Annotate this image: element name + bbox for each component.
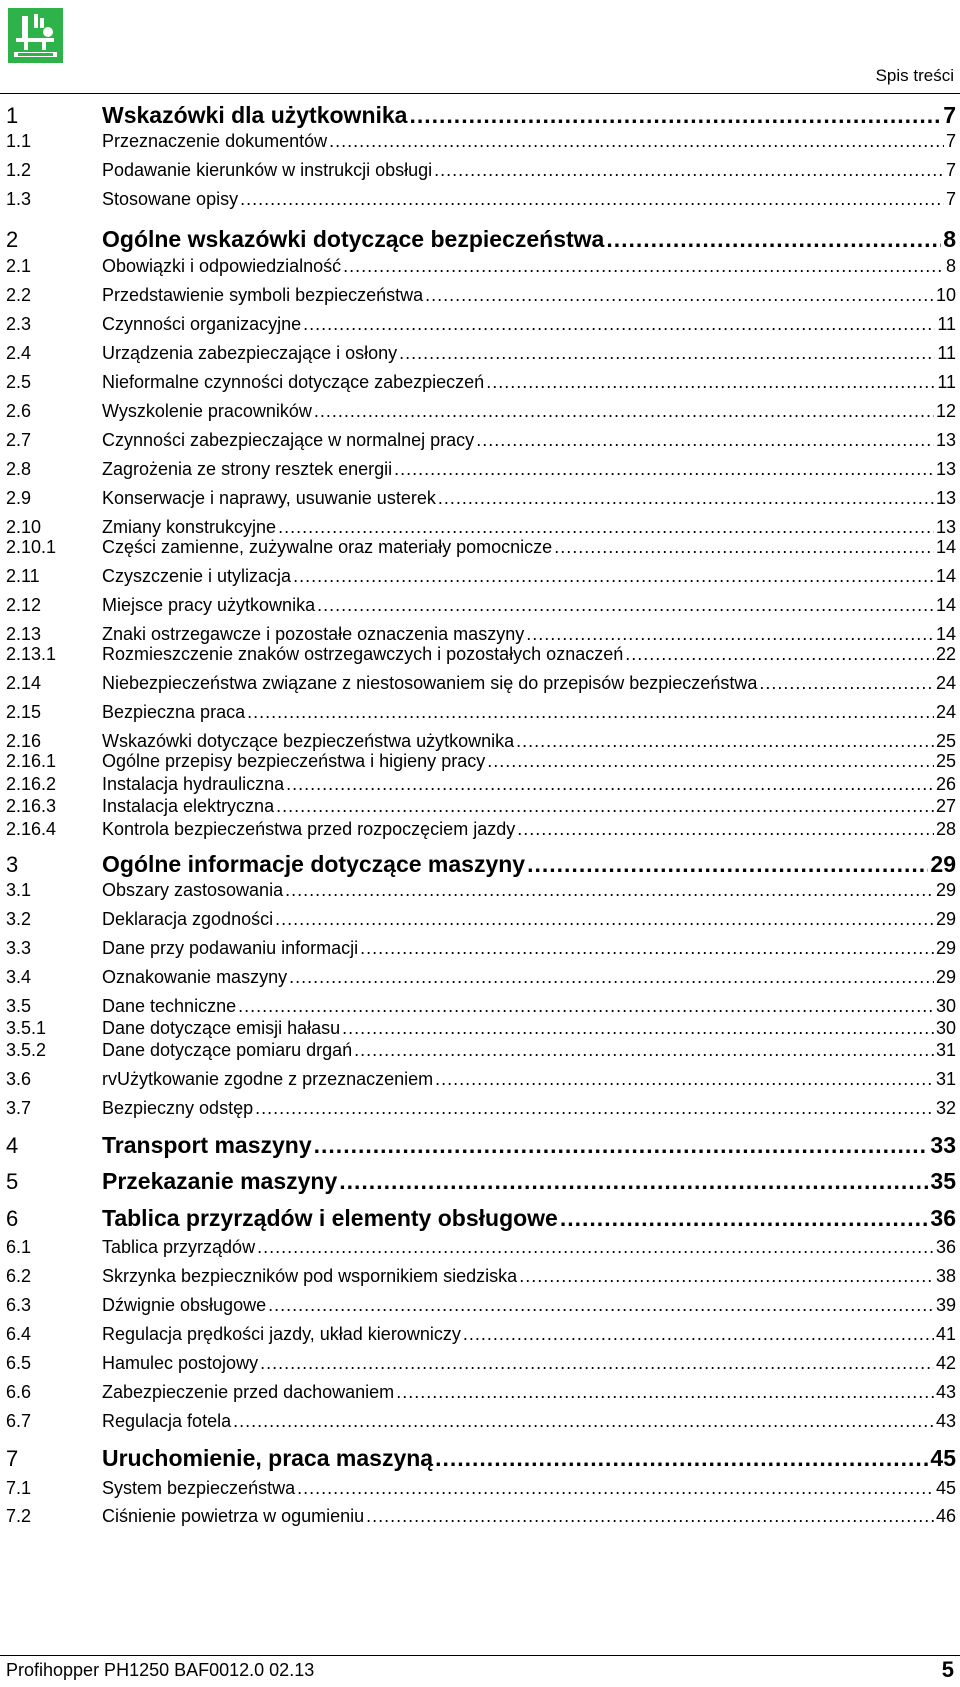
toc-entry-number: 5 (6, 1169, 19, 1194)
toc-dot-leader (268, 1295, 934, 1316)
toc-entry-page: 24 (935, 702, 956, 722)
toc-entry-page: 14 (935, 624, 956, 644)
toc-entry-page: 13 (935, 430, 956, 450)
toc-entry-number: 2.1 (6, 256, 32, 276)
toc-entry-title: Wskazówki dotyczące bezpieczeństwa użytkownika (102, 731, 515, 751)
toc-entry-page: 11 (937, 372, 956, 392)
toc-entry-page: 8 (943, 226, 956, 252)
toc-entry-title: Instalacja hydrauliczna (102, 774, 285, 794)
toc-entry-title: Rozmieszczenie znaków ostrzegawczych i pozostałych oznaczeń (102, 644, 624, 664)
toc-section-entry[interactable] (6, 819, 956, 840)
toc-entry-title: Czynności zabezpieczające w normalnej pracy (102, 430, 475, 450)
toc-entry-page: 28 (935, 819, 956, 839)
toc-entry-page: 7 (945, 189, 956, 209)
toc-dot-leader (519, 1266, 934, 1287)
toc-entry-title: Regulacja fotela (102, 1411, 232, 1431)
toc-section-entry[interactable] (6, 673, 956, 694)
toc-dot-leader (399, 343, 935, 364)
toc-entry-title: Znaki ostrzegawcze i pozostałe oznaczenia maszyny (102, 624, 525, 644)
toc-entry-page: 25 (935, 751, 956, 771)
toc-chapter-entry[interactable] (6, 1168, 956, 1195)
toc-dot-leader (257, 1237, 934, 1258)
toc-chapter-entry[interactable] (6, 851, 956, 878)
toc-entry-number: 1.3 (6, 189, 32, 209)
toc-entry-title: Dźwignie obsługowe (102, 1295, 267, 1315)
toc-entry-number: 1.2 (6, 160, 32, 180)
toc-entry-page: 10 (935, 285, 956, 305)
toc-entry-number: 3.1 (6, 880, 32, 900)
toc-entry-page: 46 (935, 1506, 956, 1526)
toc-section-entry[interactable] (6, 1295, 956, 1316)
toc-entry-title: Dane przy podawaniu informacji (102, 938, 359, 958)
toc-entry-title: Ogólne przepisy bezpieczeństwa i higieny pracy (102, 751, 486, 771)
toc-entry-title: Kontrola bezpieczeństwa przed rozpoczęciem jazdy (102, 819, 516, 839)
toc-dot-leader (297, 1478, 934, 1499)
toc-entry-page: 29 (935, 880, 956, 900)
toc-entry-page: 41 (935, 1324, 956, 1344)
toc-entry-page: 13 (935, 488, 956, 508)
toc-section-entry[interactable] (6, 343, 956, 364)
toc-section-entry[interactable] (6, 624, 956, 645)
toc-entry-title: rvUżytkowanie zgodne z przeznaczeniem (102, 1069, 434, 1089)
toc-entry-page: 29 (935, 967, 956, 987)
toc-entry-page: 32 (935, 1098, 956, 1118)
toc-entry-number: 6.5 (6, 1353, 32, 1373)
toc-entry-title: Miejsce pracy użytkownika (102, 595, 316, 615)
toc-entry-number: 2.10.1 (6, 537, 57, 557)
toc-dot-leader (293, 566, 934, 587)
toc-dot-leader (260, 1353, 934, 1374)
toc-entry-title: Ogólne wskazówki dotyczące bezpieczeństwa (102, 226, 605, 252)
toc-dot-leader (289, 967, 934, 988)
toc-section-entry[interactable] (6, 702, 956, 723)
toc-section-entry[interactable] (6, 1382, 956, 1403)
toc-entry-page: 45 (935, 1478, 956, 1498)
toc-entry-title: Deklaracja zgodności (102, 909, 274, 929)
toc-section-entry[interactable] (6, 131, 956, 152)
toc-dot-leader (240, 189, 944, 210)
toc-dot-leader (463, 1324, 934, 1345)
toc-dot-leader (276, 796, 934, 817)
toc-section-entry[interactable] (6, 1098, 956, 1119)
toc-entry-title: Dane dotyczące emisji hałasu (102, 1018, 341, 1038)
toc-dot-leader (435, 1445, 928, 1472)
toc-entry-page: 45 (930, 1445, 956, 1471)
toc-entry-number: 2.5 (6, 372, 32, 392)
toc-dot-leader (285, 880, 934, 901)
toc-entry-number: 2.14 (6, 673, 42, 693)
toc-section-entry[interactable] (6, 595, 956, 616)
toc-entry-title: Uruchomienie, praca maszyną (102, 1445, 434, 1471)
toc-dot-leader (434, 160, 944, 181)
toc-section-entry[interactable] (6, 256, 956, 277)
toc-dot-leader (394, 459, 934, 480)
toc-entry-number: 3.2 (6, 909, 32, 929)
toc-dot-leader (303, 314, 935, 335)
toc-entry-page: 8 (945, 256, 956, 276)
toc-section-entry[interactable] (6, 160, 956, 181)
toc-dot-leader (354, 1040, 934, 1061)
toc-entry-number: 2.16.1 (6, 751, 57, 771)
toc-entry-number: 7.2 (6, 1506, 32, 1526)
toc-entry-title: Bezpieczny odstęp (102, 1098, 254, 1118)
toc-section-entry[interactable] (6, 996, 956, 1017)
toc-section-entry[interactable] (6, 644, 956, 665)
toc-entry-number: 2.13 (6, 624, 42, 644)
toc-entry-title: Dane dotyczące pomiaru drgań (102, 1040, 353, 1060)
toc-entry-number: 2.8 (6, 459, 32, 479)
footer-doc-info: Profihopper PH1250 BAF0012.0 02.13 (6, 1660, 315, 1680)
toc-entry-page: 27 (935, 796, 956, 816)
toc-section-entry[interactable] (6, 1040, 956, 1061)
toc-entry-page: 30 (935, 996, 956, 1016)
toc-entry-title: Przedstawienie symboli bezpieczeństwa (102, 285, 424, 305)
toc-entry-number: 6.7 (6, 1411, 32, 1431)
toc-dot-leader (339, 1168, 928, 1195)
toc-entry-title: Przekazanie maszyny (102, 1168, 338, 1194)
toc-section-entry[interactable] (6, 909, 956, 930)
toc-entry-number: 2.11 (6, 566, 40, 586)
toc-entry-page: 22 (935, 644, 956, 664)
toc-entry-number: 2.16 (6, 731, 42, 751)
footer-page-number: 5 (941, 1657, 954, 1682)
toc-dot-leader (360, 938, 934, 959)
toc-entry-title: Bezpieczna praca (102, 702, 246, 722)
toc-dot-leader (554, 537, 934, 558)
toc-entry-page: 35 (930, 1168, 956, 1194)
toc-entry-number: 2.13.1 (6, 644, 57, 664)
toc-dot-leader (396, 1382, 934, 1403)
toc-dot-leader (759, 673, 934, 694)
toc-entry-title: Przeznaczenie dokumentów (102, 131, 328, 151)
toc-dot-leader (476, 430, 934, 451)
toc-entry-page: 30 (935, 1018, 956, 1038)
toc-entry-number: 6.6 (6, 1382, 32, 1402)
toc-dot-leader (425, 285, 934, 306)
toc-dot-leader (314, 401, 934, 422)
toc-dot-leader (317, 595, 934, 616)
toc-entry-number: 3.7 (6, 1098, 32, 1118)
toc-dot-leader (606, 226, 941, 253)
toc-dot-leader (247, 702, 934, 723)
toc-entry-title: Oznakowanie maszyny (102, 967, 288, 987)
toc-section-entry[interactable] (6, 1353, 956, 1374)
toc-chapter-entry[interactable] (6, 1445, 956, 1472)
toc-entry-title: Nieformalne czynności dotyczące zabezpieczeń (102, 372, 485, 392)
toc-entry-title: Hamulec postojowy (102, 1353, 259, 1373)
section-label: Spis treści (875, 66, 954, 85)
toc-entry-number: 7 (6, 1446, 19, 1471)
toc-entry-page: 11 (937, 314, 956, 334)
toc-entry-page: 36 (935, 1237, 956, 1257)
toc-entry-page: 33 (930, 1132, 956, 1158)
toc-section-entry[interactable] (6, 401, 956, 422)
toc-entry-title: Części zamienne, zużywalne oraz materiały pomocnicze (102, 537, 553, 557)
toc-dot-leader (329, 131, 944, 152)
toc-dot-leader (409, 102, 941, 129)
toc-entry-number: 6 (6, 1206, 19, 1231)
toc-entry-title: Wskazówki dla użytkownika (102, 102, 408, 128)
toc-section-entry[interactable] (6, 1411, 956, 1432)
toc-chapter-entry[interactable] (6, 1205, 956, 1232)
toc-entry-number: 2.9 (6, 488, 32, 508)
toc-entry-title: Transport maszyny (102, 1132, 312, 1158)
toc-entry-number: 6.2 (6, 1266, 32, 1286)
toc-section-entry[interactable] (6, 731, 956, 752)
toc-entry-title: Dane techniczne (102, 996, 237, 1016)
footer-divider (0, 1655, 960, 1656)
toc-entry-title: Regulacja prędkości jazdy, układ kierowniczy (102, 1324, 461, 1344)
toc-entry-page: 36 (930, 1205, 956, 1231)
toc-entry-title: Zmiany konstrukcyjne (102, 517, 277, 537)
toc-section-entry[interactable] (6, 1324, 956, 1345)
amazone-logo-icon (8, 8, 63, 63)
toc-entry-number: 2.15 (6, 702, 42, 722)
toc-entry-title: Urządzenia zabezpieczające i osłony (102, 343, 398, 363)
toc-section-entry[interactable] (6, 1069, 956, 1090)
toc-entry-page: 39 (935, 1295, 956, 1315)
toc-section-entry[interactable] (6, 796, 956, 817)
toc-section-entry[interactable] (6, 430, 956, 451)
toc-entry-number: 1.1 (6, 131, 32, 151)
toc-dot-leader (233, 1411, 934, 1432)
toc-section-entry[interactable] (6, 751, 956, 772)
toc-entry-page: 29 (935, 938, 956, 958)
toc-entry-page: 26 (935, 774, 956, 794)
toc-entry-number: 3.5.2 (6, 1040, 47, 1060)
toc-entry-page: 7 (945, 131, 956, 151)
toc-entry-title: Ogólne informacje dotyczące maszyny (102, 851, 526, 877)
toc-entry-title: Czyszczenie i utylizacja (102, 566, 292, 586)
toc-section-entry[interactable] (6, 880, 956, 901)
toc-entry-number: 2.16.4 (6, 819, 57, 839)
toc-dot-leader (314, 1132, 929, 1159)
toc-dot-leader (343, 256, 944, 277)
toc-entry-title: Niebezpieczeństwa związane z niestosowaniem się do przepisów bezpieczeństwa (102, 673, 758, 693)
toc-entry-page: 13 (935, 459, 956, 479)
toc-section-entry[interactable] (6, 938, 956, 959)
toc-dot-leader (487, 751, 934, 772)
toc-dot-leader (486, 372, 935, 393)
toc-dot-leader (255, 1098, 934, 1119)
toc-entry-page: 14 (935, 566, 956, 586)
toc-entry-number: 2.6 (6, 401, 32, 421)
toc-entry-title: Podawanie kierunków w instrukcji obsługi (102, 160, 433, 180)
toc-section-entry[interactable] (6, 459, 956, 480)
toc-entry-number: 3.5.1 (6, 1018, 47, 1038)
toc-entry-title: Skrzynka bezpieczników pod wspornikiem siedziska (102, 1266, 518, 1286)
toc-dot-leader (527, 851, 928, 878)
toc-dot-leader (342, 1018, 934, 1039)
toc-dot-leader (560, 1205, 929, 1232)
toc-entry-page: 29 (935, 909, 956, 929)
toc-entry-title: Stosowane opisy (102, 189, 239, 209)
toc-section-entry[interactable] (6, 314, 956, 335)
toc-chapter-entry[interactable] (6, 1132, 956, 1159)
toc-entry-number: 2.12 (6, 595, 42, 615)
toc-section-entry[interactable] (6, 1018, 956, 1039)
toc-entry-title: Czynności organizacyjne (102, 314, 302, 334)
header-divider (0, 93, 960, 94)
toc-chapter-entry[interactable] (6, 102, 956, 129)
toc-entry-page: 12 (935, 401, 956, 421)
toc-dot-leader (435, 1069, 934, 1090)
toc-section-entry[interactable] (6, 774, 956, 795)
toc-entry-number: 2.4 (6, 343, 32, 363)
toc-section-entry[interactable] (6, 566, 956, 587)
toc-entry-page: 38 (935, 1266, 956, 1286)
toc-section-entry[interactable] (6, 372, 956, 393)
toc-entry-number: 6.1 (6, 1237, 32, 1257)
toc-dot-leader (516, 731, 934, 752)
toc-section-entry[interactable] (6, 967, 956, 988)
toc-dot-leader (625, 644, 934, 665)
toc-dot-leader (286, 774, 934, 795)
toc-entry-number: 2 (6, 227, 19, 252)
toc-entry-title: Obowiązki i odpowiedzialność (102, 256, 342, 276)
toc-chapter-entry[interactable] (6, 226, 956, 253)
toc-section-entry[interactable] (6, 1506, 956, 1527)
toc-entry-page: 7 (945, 160, 956, 180)
toc-dot-leader (526, 624, 934, 645)
toc-section-entry[interactable] (6, 189, 956, 210)
toc-entry-number: 3.5 (6, 996, 32, 1016)
toc-dot-leader (438, 488, 934, 509)
toc-section-entry[interactable] (6, 285, 956, 306)
toc-entry-number: 6.3 (6, 1295, 32, 1315)
toc-entry-number: 2.7 (6, 430, 32, 450)
toc-entry-number: 7.1 (6, 1478, 32, 1498)
toc-entry-page: 14 (935, 595, 956, 615)
toc-entry-number: 3 (6, 852, 19, 877)
toc-entry-title: Tablica przyrządów i elementy obsługowe (102, 1205, 558, 1231)
toc-section-entry[interactable] (6, 1478, 956, 1499)
toc-dot-leader (366, 1506, 934, 1527)
toc-entry-page: 7 (943, 102, 956, 128)
toc-dot-leader (278, 517, 934, 538)
toc-dot-leader (238, 996, 934, 1017)
toc-dot-leader (275, 909, 934, 930)
toc-entry-number: 3.4 (6, 967, 32, 987)
toc-entry-title: Zabezpieczenie przed dachowaniem (102, 1382, 395, 1402)
toc-entry-number: 1 (6, 103, 19, 128)
toc-section-entry[interactable] (6, 1266, 956, 1287)
toc-entry-number: 3.6 (6, 1069, 32, 1089)
toc-section-entry[interactable] (6, 1237, 956, 1258)
toc-entry-page: 31 (935, 1069, 956, 1089)
toc-section-entry[interactable] (6, 488, 956, 509)
toc-entry-title: Wyszkolenie pracowników (102, 401, 312, 421)
toc-entry-title: Konserwacje i naprawy, usuwanie usterek (102, 488, 436, 508)
toc-entry-page: 25 (935, 731, 956, 751)
toc-section-entry[interactable] (6, 517, 956, 538)
toc-entry-page: 13 (935, 517, 956, 537)
toc-entry-title: Tablica przyrządów (102, 1237, 256, 1257)
toc-entry-page: 11 (937, 343, 956, 363)
toc-dot-leader (517, 819, 934, 840)
toc-entry-page: 24 (935, 673, 956, 693)
toc-entry-title: Instalacja elektryczna (102, 796, 275, 816)
toc-entry-title: Zagrożenia ze strony resztek energii (102, 459, 393, 479)
toc-entry-page: 14 (935, 537, 956, 557)
toc-entry-page: 42 (935, 1353, 956, 1373)
toc-entry-page: 31 (935, 1040, 956, 1060)
toc-entry-page: 43 (935, 1411, 956, 1431)
toc-entry-number: 2.2 (6, 285, 32, 305)
toc-entry-number: 3.3 (6, 938, 32, 958)
toc-section-entry[interactable] (6, 537, 956, 558)
toc-entry-page: 43 (935, 1382, 956, 1402)
toc-entry-number: 6.4 (6, 1324, 32, 1344)
toc-entry-number: 2.3 (6, 314, 32, 334)
toc-entry-title: Ciśnienie powietrza w ogumieniu (102, 1506, 365, 1526)
toc-entry-number: 4 (6, 1133, 19, 1158)
toc-entry-number: 2.16.3 (6, 796, 57, 816)
toc-entry-title: Obszary zastosowania (102, 880, 284, 900)
toc-entry-number: 2.10 (6, 517, 42, 537)
toc-entry-number: 2.16.2 (6, 774, 57, 794)
toc-entry-page: 29 (930, 851, 956, 877)
toc-entry-title: System bezpieczeństwa (102, 1478, 296, 1498)
